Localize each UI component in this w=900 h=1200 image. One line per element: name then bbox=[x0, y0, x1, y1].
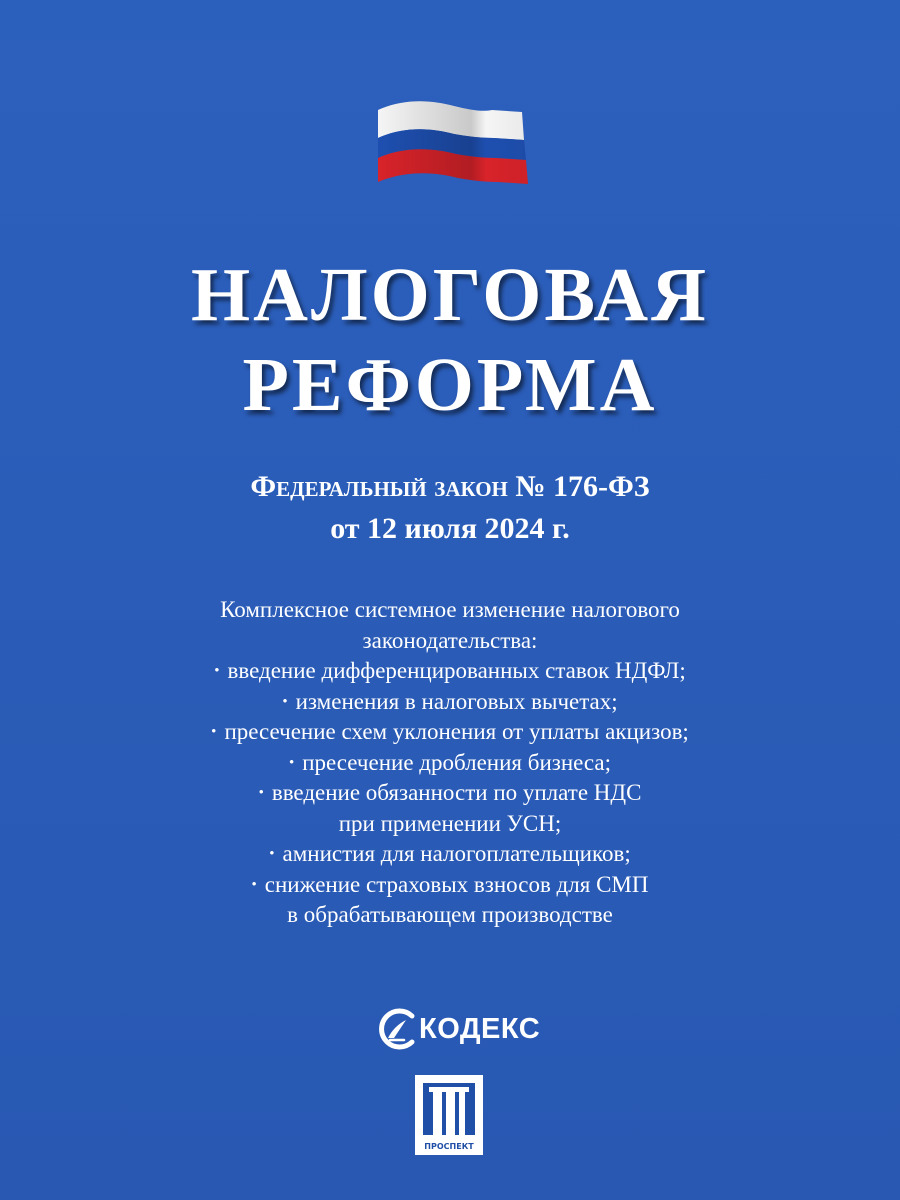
bullet-item bbox=[0, 717, 900, 748]
bullet-icon: • bbox=[251, 876, 257, 893]
intro-line: Комплексное системное изменение налогового bbox=[220, 597, 680, 622]
series-name: КОДЕКС bbox=[419, 1012, 541, 1045]
bullet-icon: • bbox=[211, 724, 217, 740]
bullet-icon: • bbox=[258, 785, 264, 801]
bullet-icon: • bbox=[214, 663, 220, 679]
bullet-text: изменения в налоговых вычетах; bbox=[295, 688, 618, 714]
bullet-item bbox=[0, 870, 900, 901]
bullet-text: введение дифференцированных ставок НДФЛ; bbox=[227, 658, 686, 683]
bullet-text: пресечение дробления бизнеса; bbox=[302, 749, 612, 775]
bullet-text: снижение страховых взносов для СМП bbox=[264, 871, 649, 897]
bullet-continuation: в обрабатывающем производстве bbox=[287, 902, 613, 927]
bullet-item bbox=[0, 748, 900, 779]
law-number: Федеральный закон № 176-ФЗ bbox=[250, 470, 650, 503]
intro-line: законодательства: bbox=[362, 627, 538, 653]
kodeks-logo-icon bbox=[376, 1008, 418, 1050]
title-line-1: НАЛОГОВАЯ bbox=[191, 253, 709, 337]
description bbox=[0, 595, 900, 931]
russian-flag-icon bbox=[374, 96, 530, 188]
law-date: от 12 июля 2024 г. bbox=[330, 512, 570, 545]
bullet-item bbox=[0, 656, 900, 687]
series-logo bbox=[376, 1003, 540, 1055]
bullet-text: амнистия для налогоплательщиков; bbox=[282, 841, 631, 866]
bullet-text: пресечение схем уклонения от уплаты акцизов; bbox=[224, 719, 689, 744]
bullet-text: введение обязанности по уплате НДС bbox=[271, 780, 642, 805]
publisher-name: ПРОСПЕКТ bbox=[424, 1142, 474, 1151]
bullet-icon: • bbox=[288, 754, 295, 771]
bullet-item bbox=[0, 687, 900, 718]
bullet-continuation: при применении УСН; bbox=[338, 810, 562, 836]
bullet-icon: • bbox=[282, 693, 288, 710]
bullet-item bbox=[0, 839, 900, 870]
bullet-icon: • bbox=[269, 846, 275, 862]
title-line-2: РЕФОРМА bbox=[242, 343, 658, 427]
bullet-item bbox=[0, 778, 900, 809]
